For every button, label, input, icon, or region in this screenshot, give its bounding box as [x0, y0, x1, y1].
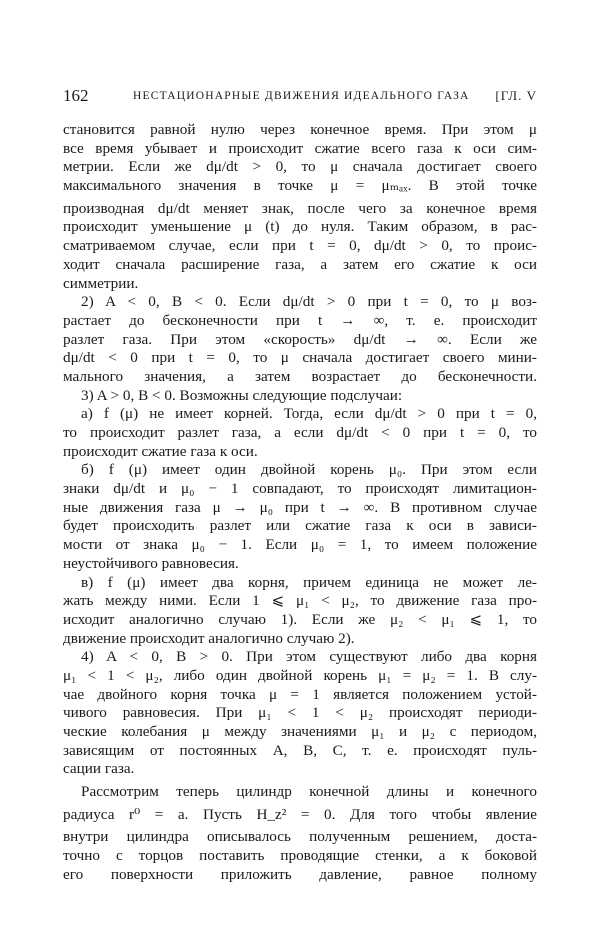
page-number: 162 — [63, 86, 89, 105]
text-line: чае двойного корня точка μ = 1 является положением устой- — [63, 685, 537, 703]
text-line: неустойчивого равновесия. — [63, 554, 239, 572]
chapter-label: [ГЛ. V — [495, 88, 537, 103]
text-line: жать между ними. Если 1 ⩽ μ₁ < μ₂, то движение газа про- — [63, 592, 537, 610]
running-title: НЕСТАЦИОНАРНЫЕ ДВИЖЕНИЯ ИДЕАЛЬНОГО ГАЗА — [133, 90, 470, 102]
text-line: в) f (μ) имеет два корня, причем единица не может ле- — [81, 573, 537, 591]
text-line: знаки dμ/dt и μ₀ − 1 совпадают, то происходят лимитацион- — [63, 480, 537, 498]
text-line: ные движения газа μ → μ₀ при t → ∞. В противном случае — [63, 498, 537, 516]
text-line: 4) A < 0, B > 0. При этом существуют либо два корня — [81, 648, 537, 666]
text-line: происходит уменьшение μ (t) до нуля. Таким образом, в рас- — [63, 218, 537, 236]
text-line: чивого равновесия. При μ₁ < 1 < μ₂ происходят периоди- — [63, 704, 537, 722]
text-line: μ₁ < 1 < μ₂, либо один двойной корень μ₁ = μ₂ = 1. В слу- — [63, 666, 537, 684]
text-line: метрии. Если же dμ/dt > 0, то μ сначала достигает своего — [63, 158, 537, 176]
text-line: производная dμ/dt меняет знак, после чего за конечное время — [63, 199, 537, 217]
text-line: его поверхности приложить давление, равное полному — [63, 865, 537, 883]
text-line: 2) A < 0, B < 0. Если dμ/dt > 0 при t = 0, то μ воз- — [81, 293, 537, 311]
body-text — [63, 121, 537, 885]
page-header — [63, 86, 537, 106]
text-line: исходит аналогично случаю 1). Если же μ₂ < μ₁ ⩽ 1, то — [63, 610, 537, 628]
text-line: происходит сжатие газа к оси. — [63, 442, 258, 460]
text-line: радиуса r⁰ = a. Пусть H_z² = 0. Для того чтобы явление — [63, 805, 537, 823]
text-line: зависящим от постоянных A, B, C, т. е. происходят пуль- — [63, 741, 537, 759]
text-line: ходит сначала расширение газа, а затем его сжатие к оси — [63, 255, 537, 273]
text-line: то происходит разлет газа, а если dμ/dt < 0 при t = 0, то — [63, 424, 537, 441]
text-line: ческие колебания μ между значениями μ₁ и μ₂ с периодом, — [63, 723, 537, 740]
text-line: движение происходит аналогично случаю 2). — [63, 629, 355, 647]
text-line: сматриваемом случае, если при t = 0, dμ/dt > 0, то проис- — [63, 237, 537, 255]
text-line: dμ/dt < 0 при t = 0, то μ сначала достигает своего мини- — [63, 349, 537, 367]
text-line: а) f (μ) не имеет корней. Тогда, если dμ/dt > 0 при t = 0, — [81, 405, 537, 423]
text-line: мости от знака μ₀ − 1. Если μ₀ = 1, то имеем положение — [63, 536, 537, 554]
text-line: внутри цилиндра описывалось полученным решением, доста- — [63, 828, 537, 846]
text-line: мального значения, а затем возрастает до бесконечности. — [63, 367, 537, 385]
text-line: симметрии. — [63, 274, 139, 292]
text-line: сации газа. — [63, 760, 135, 778]
text-line: будет происходить разлет или сжатие газа к оси в зависи- — [63, 517, 537, 535]
text-line: Рассмотрим теперь цилиндр конечной длины и конечного — [81, 783, 537, 801]
text-line: б) f (μ) имеет один двойной корень μ₀. При этом если — [81, 461, 537, 479]
text-line: растает до бесконечности при t → ∞, т. е. происходит — [63, 311, 537, 329]
text-line: становится равной нулю через конечное время. При этом μ — [63, 121, 537, 138]
text-line: 3) A > 0, B < 0. Возможны следующие подслучаи: — [81, 386, 403, 404]
text-line: максимального значения в точке μ = μₘₐₓ. В этой точке — [63, 177, 537, 195]
text-line: разлет газа. При этом «скорость» dμ/dt → ∞. Если же — [63, 330, 537, 348]
text-line: все время убывает и происходит сжатие всего газа к оси сим- — [63, 139, 537, 157]
text-line: точно с торцов поставить проводящие стенки, а к боковой — [63, 847, 537, 865]
